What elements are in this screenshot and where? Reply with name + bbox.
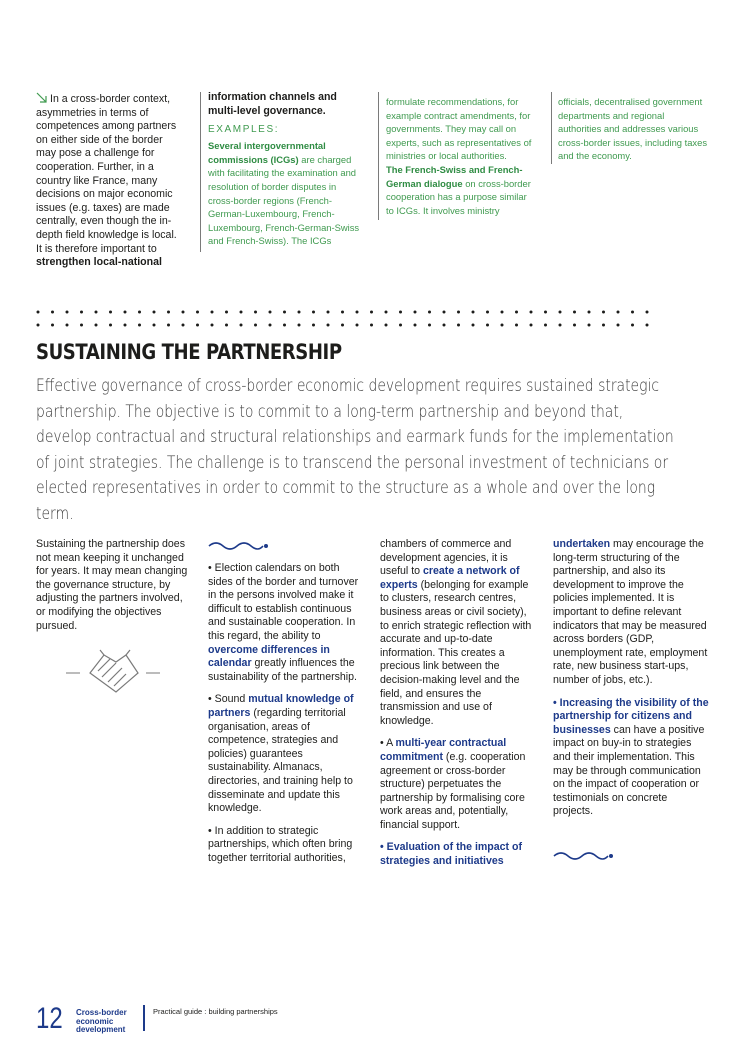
bullet-strategic-partnerships: • In addition to strategic partnerships, which often bring together territorial authorities, (208, 824, 353, 864)
arrow-corner-icon (36, 92, 47, 103)
body-col1: Sustaining the partnership does not mean keeping it unchanged for years. It may mean changing the governance structure, by adjusting the partners involved, or modifying the objectives pursued. (36, 538, 188, 632)
divider (378, 92, 379, 220)
paragraph-indicators: undertaken may encourage the long-term structuring of the partnership, and also its development to improve the policies implemented. It is important to define relevant indicators that may be measured across borders (GDP, unemployment rate, employment rate, new business start-ups, number of jobs, etc.). (553, 538, 708, 686)
top-col2-heading: information channels and multi-level governance. (208, 91, 337, 117)
bullet-multi-year: • A multi-year contractual commitment (e.g. cooperation agreement or cross-border structure) perpetuates the partnership by formalising core work areas and, potentially, financial support. (380, 737, 526, 831)
top-col2 (208, 91, 360, 248)
page-number: 12 (36, 1002, 63, 1035)
handshake-icon (64, 646, 164, 696)
wave-ornament-icon (208, 539, 270, 557)
bullet-visibility: • Increasing the visibility of the partnership for citizens and businesses can have a positive impact on buy-in to strategies and their implementation. This may be through communication on the impact of cooperation or testimonials on concrete projects. (553, 696, 709, 818)
footer-divider (143, 1005, 145, 1031)
lead-paragraph: Effective governance of cross-border economic development requires sustained strategic partnership. The objective is to commit to a long-term partnership and beyond that, develop contractual and structural relationships and earmark funds for the implementation of joint strategies. The challenge is to transcend the personal investment of technicians or elected representatives in order to commit to the structure as a whole and over the long term. (36, 376, 674, 524)
section-title: SUSTAINING THE PARTNERSHIP (36, 340, 342, 364)
bullet-calendars: • Election calendars on both sides of the border and turnover in the persons involved make it difficult to establish continuous and sustainable cooperation. In this regard, the ability to overcome differences in calendar greatly influences the sustainability of the partnership. (208, 562, 359, 683)
footer-guide-label: Practical guide : building partnerships (153, 1007, 278, 1016)
footer-publication-title: Cross-border economic development (76, 1008, 127, 1035)
top-col1-text: In a cross-border context, asymmetries in terms of competences among partners on either side of the border may pose a challenge for cooperation. Further, in a country like France, many decisions on major economic issues (e.g. taxes) are made centrally, even though the in-depth field knowledge is local. It is therefore important to strengthen local-national (36, 93, 177, 269)
divider (551, 92, 552, 164)
wave-ornament-icon (553, 849, 615, 867)
top-col4: officials, decentralised government departments and regional authorities and addresses various cross-border issues, including taxes and the economy. (558, 96, 708, 162)
paragraph-network: chambers of commerce and development agencies, it is useful to create a network of experts (belonging for example to clusters, research centres, business areas or civil society), to enrich strategic reflection with accurate and up-to-date information. This creates a precious link between the decision-making level and the field, and ensures the transmission and use of knowledge. (380, 538, 532, 727)
example-1: Several intergovernmental commissions (ICGs) are charged with facilitating the examination and resolution of border disputes in cross-border regions (French-German-Luxembourg, French-Luxembourg, French-German-Swiss and French-Swiss). The ICGs (208, 140, 360, 247)
bullet-evaluation: • Evaluation of the impact of strategies and initiatives (380, 841, 523, 868)
body-col2 (208, 562, 362, 865)
examples-label: EXAMPLES: (208, 124, 280, 136)
dot-separator (36, 306, 656, 332)
body-col3 (380, 538, 534, 869)
body-col4 (553, 538, 709, 819)
divider (200, 92, 201, 252)
bullet-mutual-knowledge: • Sound mutual knowledge of partners (regarding territorial organisation, areas of competence, strategies and policies) guarantees sustainability. Almanacs, directories, and training help to disseminate and update this knowledge. (208, 693, 354, 815)
top-col3: formulate recommendations, for example contract amendments, for governments. They may call on experts, such as representatives of ministries or local authorities. The French-Swiss and French-German dialogue on cross-border cooperation has a purpose similar to ICGs. It involves ministry (386, 96, 532, 216)
